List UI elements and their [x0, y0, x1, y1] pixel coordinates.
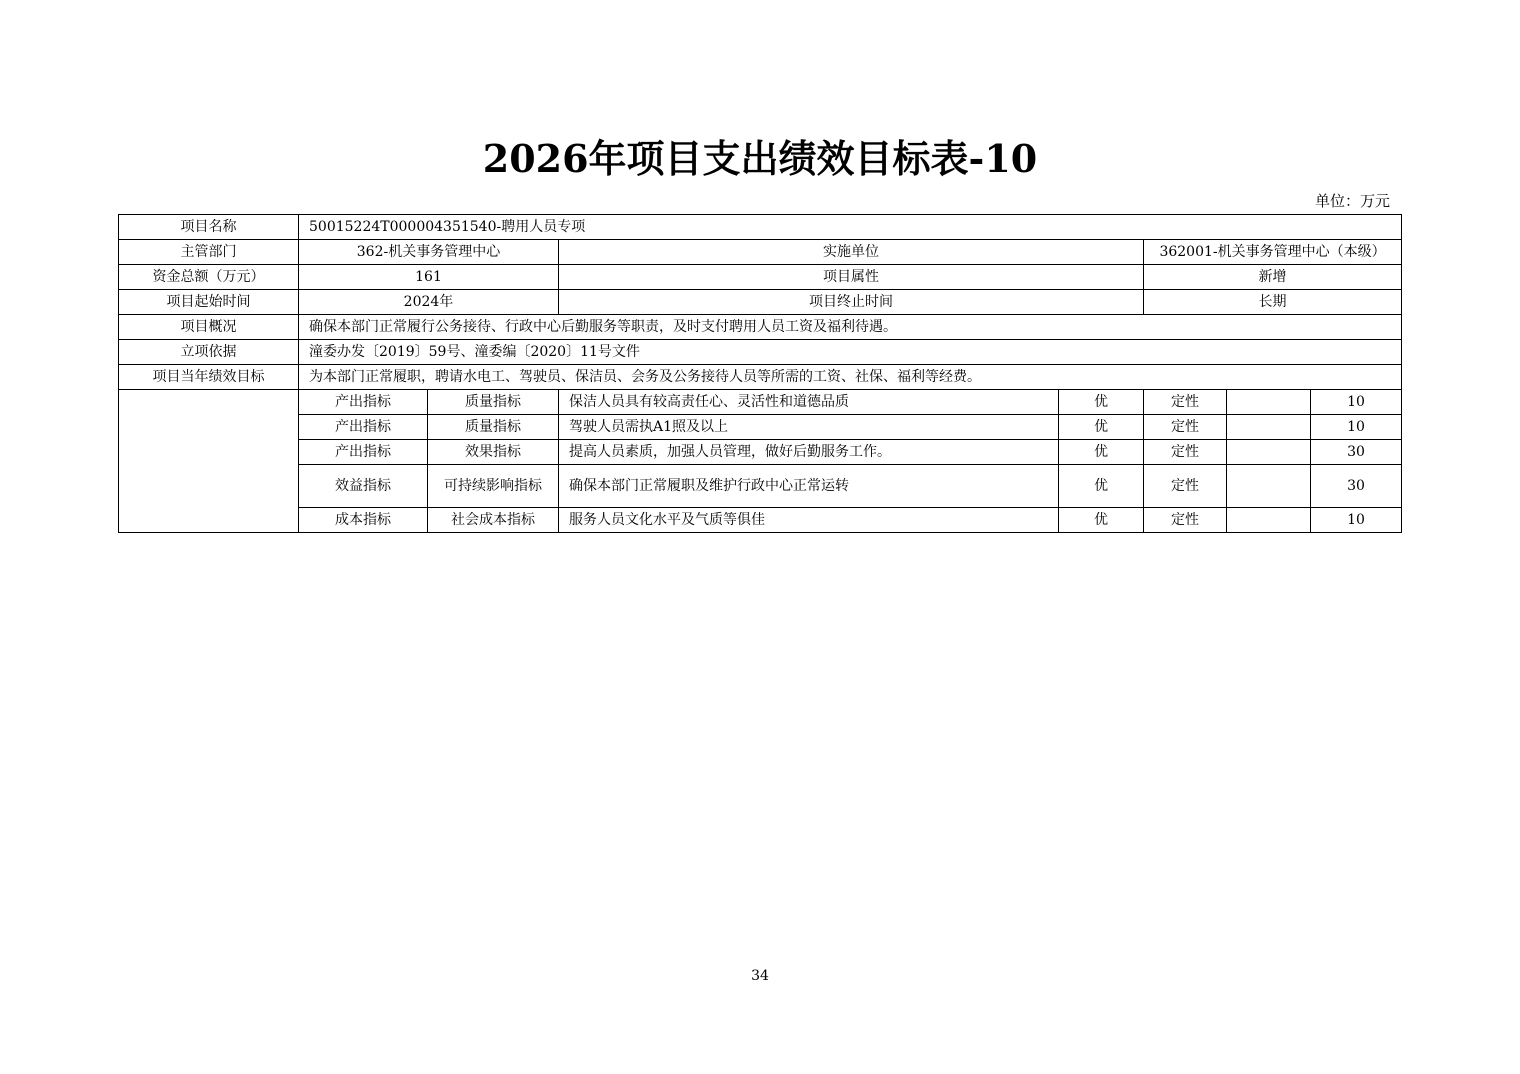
row-fund	[119, 265, 1402, 290]
indicator-unit	[1227, 508, 1311, 533]
indicator-level2: 质量指标	[428, 390, 559, 415]
goal-value: 为本部门正常履职，聘请水电工、驾驶员、保洁员、会务及公务接待人员等所需的工资、社保、福利等经费。	[299, 365, 1402, 390]
indicator-level1: 产出指标	[299, 390, 428, 415]
project-name-value: 50015224T000004351540-聘用人员专项	[299, 215, 1402, 240]
dept-value: 362-机关事务管理中心	[299, 240, 559, 265]
page-number: 34	[751, 968, 769, 984]
row-goal	[119, 365, 1402, 390]
indicator-weight: 10	[1311, 390, 1402, 415]
project-name-label: 项目名称	[119, 215, 299, 240]
indicator-content: 驾驶人员需执A1照及以上	[559, 415, 1059, 440]
fund-label: 资金总额（万元）	[119, 265, 299, 290]
indicator-content: 服务人员文化水平及气质等俱佳	[559, 508, 1059, 533]
indicator-target: 优	[1059, 415, 1144, 440]
page-title: 2026年项目支出绩效目标表-10	[482, 136, 1038, 181]
indicator-level1: 产出指标	[299, 415, 428, 440]
indicator-level2: 社会成本指标	[428, 508, 559, 533]
dept-label: 主管部门	[119, 240, 299, 265]
indicator-row	[119, 440, 1402, 465]
start-value: 2024年	[299, 290, 559, 315]
indicator-target: 优	[1059, 465, 1144, 508]
indicator-row	[119, 465, 1402, 508]
indicator-level1: 产出指标	[299, 440, 428, 465]
impl-value: 362001-机关事务管理中心（本级）	[1144, 240, 1402, 265]
indicator-row	[119, 390, 1402, 415]
indicator-nature: 定性	[1144, 415, 1227, 440]
attr-value: 新增	[1144, 265, 1402, 290]
row-department	[119, 240, 1402, 265]
row-overview	[119, 315, 1402, 340]
indicator-target: 优	[1059, 440, 1144, 465]
indicator-weight: 10	[1311, 508, 1402, 533]
indicator-level1: 成本指标	[299, 508, 428, 533]
attr-label: 项目属性	[559, 265, 1144, 290]
indicator-content: 提高人员素质，加强人员管理，做好后勤服务工作。	[559, 440, 1059, 465]
basis-value: 潼委办发〔2019〕59号、潼委编〔2020〕11号文件	[299, 340, 1402, 365]
indicator-unit	[1227, 440, 1311, 465]
indicator-unit	[1227, 390, 1311, 415]
row-project-name	[119, 215, 1402, 240]
indicator-nature: 定性	[1144, 508, 1227, 533]
start-label: 项目起始时间	[119, 290, 299, 315]
indicator-weight: 10	[1311, 415, 1402, 440]
impl-label: 实施单位	[559, 240, 1144, 265]
overview-value: 确保本部门正常履行公务接待、行政中心后勤服务等职责，及时支付聘用人员工资及福利待遇。	[299, 315, 1402, 340]
indicator-nature: 定性	[1144, 465, 1227, 508]
row-basis	[119, 340, 1402, 365]
indicator-weight: 30	[1311, 440, 1402, 465]
indicator-level2: 可持续影响指标	[428, 465, 559, 508]
goal-label: 项目当年绩效目标	[119, 365, 299, 390]
indicator-nature: 定性	[1144, 390, 1227, 415]
performance-table	[118, 214, 1402, 533]
indicator-row	[119, 415, 1402, 440]
indicator-nature: 定性	[1144, 440, 1227, 465]
indicator-level2: 效果指标	[428, 440, 559, 465]
overview-label: 项目概况	[119, 315, 299, 340]
basis-label: 立项依据	[119, 340, 299, 365]
row-time	[119, 290, 1402, 315]
indicator-target: 优	[1059, 508, 1144, 533]
indicator-row	[119, 508, 1402, 533]
indicator-blank-cell	[119, 390, 299, 533]
end-label: 项目终止时间	[559, 290, 1144, 315]
indicator-unit	[1227, 415, 1311, 440]
end-value: 长期	[1144, 290, 1402, 315]
indicator-level2: 质量指标	[428, 415, 559, 440]
unit-label: 单位：万元	[1314, 192, 1390, 210]
indicator-target: 优	[1059, 390, 1144, 415]
fund-value: 161	[299, 265, 559, 290]
indicator-weight: 30	[1311, 465, 1402, 508]
indicator-level1: 效益指标	[299, 465, 428, 508]
indicator-unit	[1227, 465, 1311, 508]
indicator-content: 确保本部门正常履职及维护行政中心正常运转	[559, 465, 1059, 508]
indicator-content: 保洁人员具有较高责任心、灵活性和道德品质	[559, 390, 1059, 415]
